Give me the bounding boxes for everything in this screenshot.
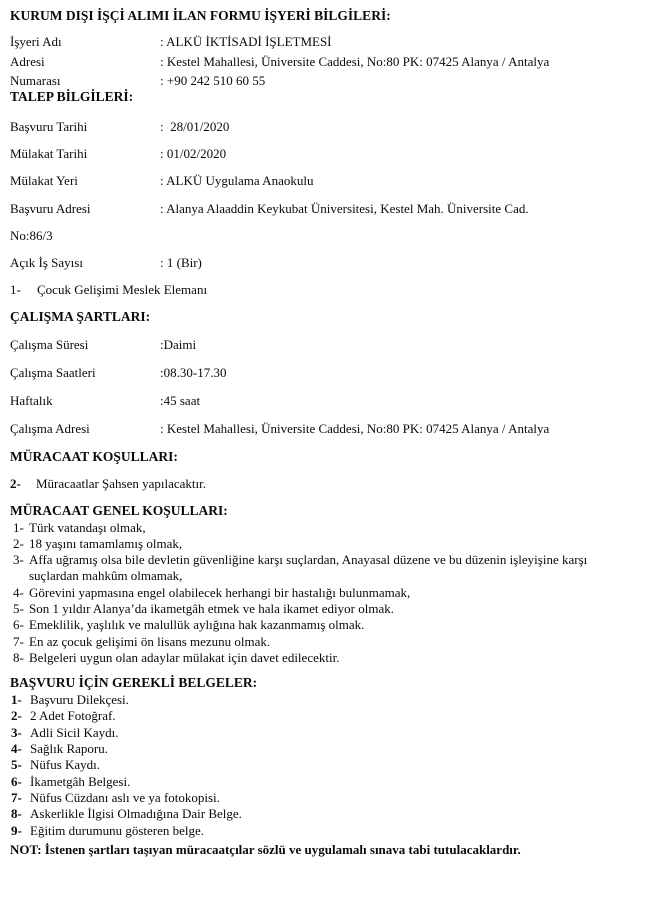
list-item-number: 2- (11, 708, 22, 724)
field-value: : Alanya Alaaddin Keykubat Üniversitesi, Kestel Mah. Üniversite Cad. (160, 200, 529, 216)
list-item-text: 2 Adet Fotoğraf. (30, 708, 116, 724)
list-item-number: 4- (11, 741, 22, 757)
list-item (13, 520, 603, 536)
list-item-text: Görevini yapmasına engel olabilecek herhangi bir hastalığı bulunmamak, (29, 584, 411, 600)
field-label: Çalışma Süresi (10, 336, 89, 352)
list-item (13, 650, 603, 666)
list-item-number: 1- (13, 519, 24, 535)
field-label: Çalışma Adresi (10, 420, 90, 436)
muracaat-list-item (10, 475, 603, 493)
list-item (11, 806, 603, 822)
list-item-text: Eğitim durumunu gösteren belge. (30, 822, 205, 838)
list-item-text: Sağlık Raporu. (30, 741, 108, 757)
required-documents-list (10, 692, 603, 839)
field-label: Başvuru Tarihi (10, 118, 88, 134)
field-row-calisma-adresi (10, 420, 603, 438)
list-item-number: 1- (11, 692, 22, 708)
field-value: : 1 (Bir) (160, 254, 202, 270)
field-row-calisma-saatleri (10, 364, 603, 382)
field-label: Haftalık (10, 392, 53, 408)
field-row-mulakat-yeri (10, 172, 603, 190)
list-item-text: 18 yaşını tamamlamış olmak, (29, 535, 183, 551)
list-item-text: Adli Sicil Kaydı. (30, 724, 119, 740)
field-value: :45 saat (160, 392, 201, 408)
list-item (13, 585, 603, 601)
field-label: İşyeri Adı (10, 34, 62, 49)
form-title: KURUM DIŞI İŞÇİ ALIMI İLAN FORMU İŞYERİ BİLGİLERİ: (10, 8, 391, 23)
list-item (11, 708, 603, 724)
list-item-number: 6- (11, 773, 22, 789)
list-item-number: 5- (13, 600, 24, 616)
list-item-number: 5- (11, 757, 22, 773)
section-heading-calisma-sartlari: ÇALIŞMA ŞARTLARI: (10, 308, 151, 324)
field-value: : Kestel Mahallesi, Üniversite Caddesi, No:80 PK: 07425 Alanya / Antalya (160, 53, 550, 69)
list-item-text: İkametgâh Belgesi. (30, 773, 131, 789)
field-value: : ALKÜ Uygulama Anaokulu (160, 172, 314, 188)
footer-note: NOT: İstenen şartları taşıyan müracaatçılar sözlü ve uygulamalı sınava tabi tutulacaklardır. (10, 841, 521, 857)
list-item-number: 3- (11, 724, 22, 740)
field-row-calisma-suresi (10, 336, 603, 354)
field-row-acik-is-sayisi (10, 254, 603, 272)
list-item-number: 8- (11, 806, 22, 822)
field-label: Mülakat Yeri (10, 172, 78, 188)
field-label: Adresi (10, 53, 45, 69)
field-row-haftalik (10, 392, 603, 410)
list-item-text: Askerlikle İlgisi Olmadığına Dair Belge. (30, 806, 242, 822)
list-item-text: Çocuk Gelişimi Meslek Elemanı (37, 281, 208, 297)
list-item-number: 7- (11, 789, 22, 805)
field-value: : 28/01/2020 (160, 118, 230, 134)
section-heading-talep: TALEP BİLGİLERİ: (10, 88, 134, 104)
section-heading-gerekli-belgeler: BAŞVURU İÇİN GEREKLİ BELGELER: (10, 675, 258, 691)
list-item-number: 1- (10, 281, 21, 297)
list-item (11, 692, 603, 708)
list-item (11, 790, 603, 806)
field-label: Çalışma Saatleri (10, 364, 96, 380)
list-item-text: Müracaatlar Şahsen yapılacaktır. (36, 475, 207, 491)
field-value: :Daimi (160, 336, 197, 352)
list-item (13, 552, 603, 585)
list-item-text: Emeklilik, yaşlılık ve malullük aylığına hak kazanmamış olmak. (29, 617, 365, 633)
field-value: :08.30-17.30 (160, 364, 227, 380)
list-item-text: Belgeleri uygun olan adaylar mülakat için davet edilecektir. (29, 649, 340, 665)
field-label: Mülakat Tarihi (10, 145, 88, 161)
list-item-number: 9- (11, 822, 22, 838)
field-row-basvuru-tarihi (10, 118, 603, 136)
field-value-continuation: No:86/3 (10, 227, 53, 243)
position-list-item (10, 281, 603, 299)
list-item (13, 617, 603, 633)
field-value: : 01/02/2020 (160, 145, 227, 161)
list-item-number: 3- (13, 552, 24, 568)
list-item (11, 757, 603, 773)
list-item (11, 741, 603, 757)
list-item-text: Son 1 yıldır Alanya’da ikametgâh etmek ve hala ikamet ediyor olmak. (29, 600, 394, 616)
list-item-text: Nüfus Kaydı. (30, 757, 101, 773)
list-item-number: 8- (13, 649, 24, 665)
list-item-number: 2- (10, 475, 21, 491)
list-item-text: Türk vatandaşı olmak, (29, 519, 146, 535)
list-item-text: Başvuru Dilekçesi. (30, 692, 129, 708)
list-item (13, 536, 603, 552)
general-conditions-list (10, 520, 603, 667)
field-label: Numarası (10, 73, 61, 88)
field-row-isyeri-adi (10, 32, 603, 52)
field-label: Açık İş Sayısı (10, 254, 83, 270)
section-heading-muracaat-kosullari: MÜRACAAT KOŞULLARI: (10, 448, 178, 464)
list-item-number: 4- (13, 584, 24, 600)
list-item (11, 725, 603, 741)
list-item (11, 823, 603, 839)
list-item-number: 7- (13, 633, 24, 649)
list-item-text: Nüfus Cüzdanı aslı ve ya fotokopisi. (30, 789, 220, 805)
field-row-adresi (10, 52, 603, 72)
field-value: : +90 242 510 60 55 (160, 73, 266, 88)
list-item (13, 601, 603, 617)
field-row-mulakat-tarihi (10, 145, 603, 163)
list-item-text: Affa uğramış olsa bile devletin güvenliğine karşı suçlardan, Anayasal düzene ve bu düzenin işleyişine karşı suçlardan mahkûm olmamak, (29, 552, 588, 584)
field-value: : Kestel Mahallesi, Üniversite Caddesi, No:80 PK: 07425 Alanya / Antalya (160, 420, 550, 436)
field-row-basvuru-adresi (10, 200, 603, 218)
list-item (13, 634, 603, 650)
list-item-number: 6- (13, 617, 24, 633)
list-item-number: 2- (13, 535, 24, 551)
field-label: Başvuru Adresi (10, 200, 91, 216)
section-heading-muracaat-genel-kosullari: MÜRACAAT GENEL KOŞULLARI: (10, 502, 228, 518)
field-value: : ALKÜ İKTİSADİ İŞLETMESİ (160, 34, 332, 49)
list-item-text: En az çocuk gelişimi ön lisans mezunu olmak. (29, 633, 271, 649)
list-item (11, 774, 603, 790)
